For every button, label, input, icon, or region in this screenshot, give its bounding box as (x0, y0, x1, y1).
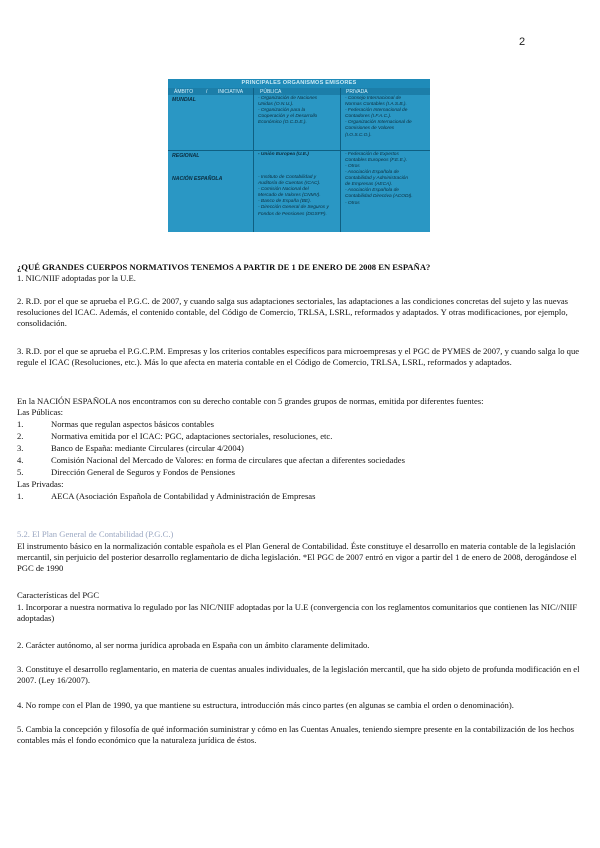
row-regional-private: - Federación de Expertos Contables Europeos (F.E.E.). (345, 152, 408, 164)
row-nation-public: - Instituto de Contabilidad y Auditoría de Cuentas (ICAC). - Comisión Nacional del Mercado de Valores (CNMV). - Banco de España (BE). - Dirección General de Seguros y Fondos de Pensiones (DGSFP). (258, 175, 329, 217)
characteristic-5: 5. Cambia la concepción y filosofía de qué información suministrar y cómo en las Cuentas Anuales, teniendo siempre presente en la contabilización de los hechos contables más el fondo económico que la naturaleza jurídica de éstos. (17, 724, 574, 746)
table-row-divider (168, 150, 430, 151)
organisms-table (168, 79, 430, 232)
nation-intro: En la NACIÓN ESPAÑOLA nos encontramos con su derecho contable con 5 grandes grupos de normas, emitida por diferentes fuentes: (17, 396, 484, 406)
characteristic-2: 2. Carácter autónomo, al ser norma jurídica aprobada en España con un ámbito claramente delimitado. (17, 640, 370, 650)
characteristic-3: 3. Constituye el desarrollo reglamentario, en materia de cuentas anuales individuales, de la legislación mercantil, que ha sido objeto de profunda modificación en el 2007. (Ley 16/2007). (17, 664, 580, 686)
header-scope: ÁMBITO (174, 89, 194, 95)
header-initiative: INICIATIVA (218, 89, 244, 95)
private-label: Las Privadas: (17, 479, 64, 489)
point-1: 1. NIC/NIIF adoptadas por la U.E. (17, 273, 136, 283)
row-world-public: - Organización de Naciones Unidas (O.N.U.). - Organización para la Cooperación y el Desarrollo Económico (O.C.D.E.). (258, 96, 318, 126)
organisms-table-body (168, 95, 430, 232)
section-title: 5.2. El Plan General de Contabilidad (P.G.C.) (17, 529, 174, 539)
header-public: PÚBLICA (260, 89, 282, 95)
organisms-table-header (168, 88, 430, 95)
point-3: 3. R.D. por el que se aprueba el P.G.C.P.M. Empresas y los criterios contables específicos para microempresas y el PGC de PYMES de 2007, y cuando salga lo que regule el ICAC (Resoluciones, etc.). Más lo que afecta en materia contable en el Código de Comercio, TRLSA, LSRL, reformados y adaptados. (17, 346, 580, 368)
row-label-nation: NACIÓN ESPAÑOLA (172, 176, 223, 182)
row-world-private: - Consejo Internacional de Normas Contables (I.A.S.B.). - Federación Internacional de Contadores (I.F.A.C.). - Organización Internacional de Comisiones de Valores (I.O.S.C.O.). (345, 96, 412, 138)
row-regional-public: - Unión Europea (U.E.) (258, 152, 309, 157)
characteristic-1: 1. Incorporar a nuestra normativa lo regulado por las NIC/NIIF adoptadas por la U.E (convergencia con los reglamentos comunitarios que contienen las NIC//NIIF adoptadas) (17, 602, 578, 624)
row-label-regional: REGIONAL (172, 153, 200, 159)
row-label-world: MUNDIAL (172, 97, 196, 103)
characteristic-4: 4. No rompe con el Plan de 1990, ya que mantiene su estructura, introducción más cinco partes (en algunas se cambia el orden o denominación). (17, 700, 514, 710)
header-slash: / (206, 89, 208, 95)
characteristics-label: Características del PGC (17, 590, 100, 600)
row-nation-private: - Otros - Asociación Española de Contabilidad y Administración de Empresas (AECA). - Asociación Española de Contabilidad Directiva (ACODI). - Otros (345, 164, 413, 206)
public-label: Las Públicas: (17, 407, 64, 417)
header-private: PRIVADA (346, 89, 368, 95)
pgc-intro: El instrumento básico en la normalización contable española es el Plan General de Contabilidad. Éste constituye el desarrollo en materia contable de la legislación mercantil, sin perjuicio del posterior desarrollo reglamentario de dicha legislación. *El PGC de 2007 entró en vigor a partir del 1 de enero de 2008, derogándose el PGC de 1990 (17, 541, 577, 574)
point-2: 2. R.D. por el que se aprueba el P.G.C. de 2007, y cuando salga sus adaptaciones sectoriales, las adaptaciones a las condiciones concretas del sujeto y las nuevas resoluciones del ICAC. Además, el contenido contable, del Código de Comercio, TRLSA, LSRL, reformados y adaptados. Y otras modificaciones, por ejemplo, consolidación. (17, 296, 569, 329)
page-number: 2 (519, 36, 526, 48)
organisms-table-title: PRINCIPALES ORGANISMOS EMISORES (168, 79, 430, 88)
question-heading: ¿QUÉ GRANDES CUERPOS NORMATIVOS TENEMOS A PARTIR DE 1 DE ENERO DE 2008 EN ESPAÑA? (17, 262, 431, 272)
